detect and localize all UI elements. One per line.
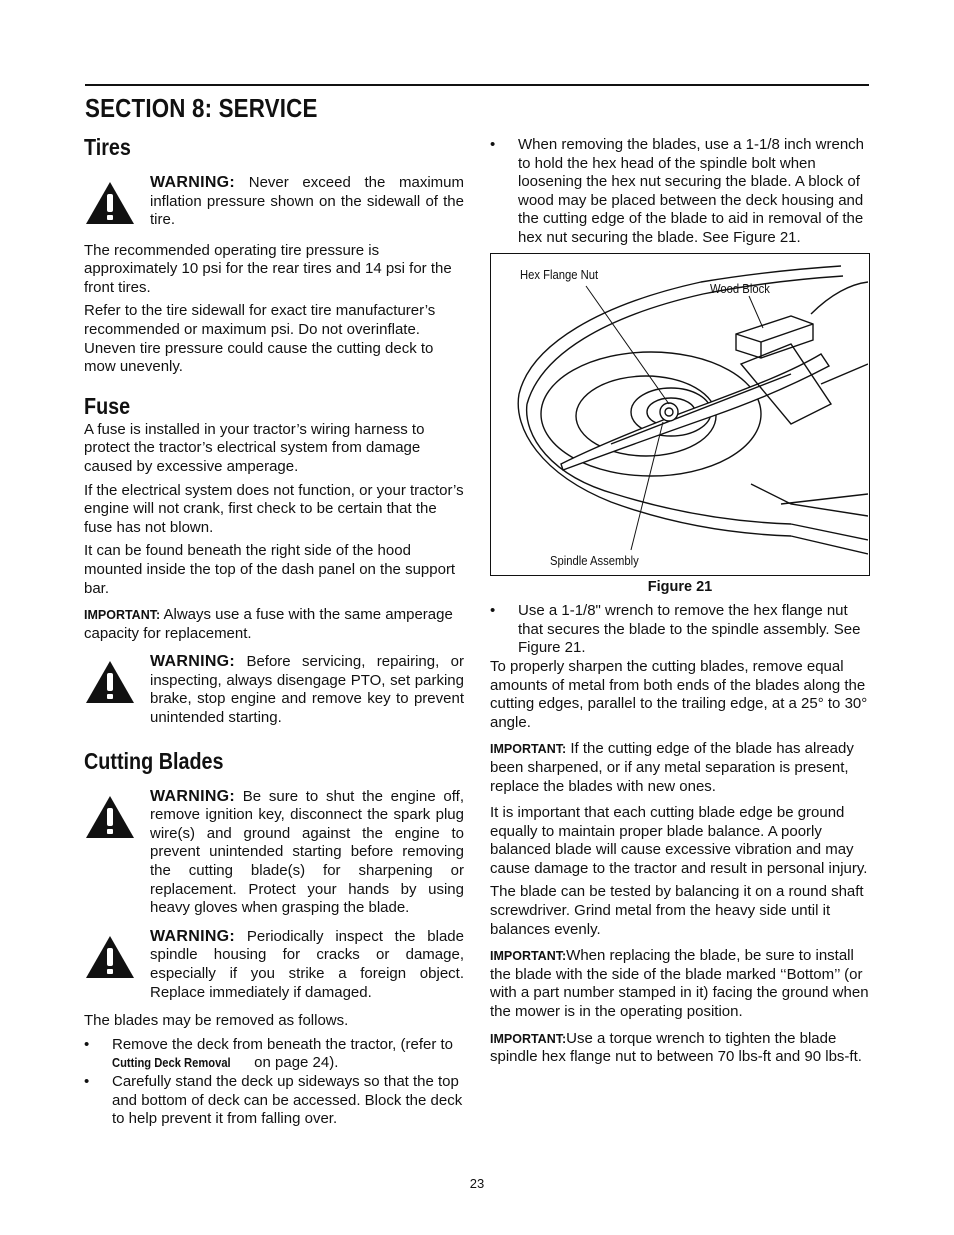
important-label: IMPORTANT: — [490, 1031, 567, 1046]
tires-paragraph-2: Refer to the tire sidewall for exact tire manufacturer’s recommended or maximum psi. Do not overinflate. Uneven tire pressure could cause the cutting deck to mow unevenly. — [84, 302, 436, 376]
list-item: • Remove the deck from beneath the tractor, (refer to Cutting Deck Removal on page 24). — [84, 1035, 454, 1072]
label-hex-flange-nut: Hex Flange Nut — [520, 267, 599, 282]
tires-warning — [84, 174, 464, 232]
cross-reference: Cutting Deck Removal — [112, 1055, 231, 1071]
bullet-glyph: • — [84, 1072, 90, 1090]
bullet-glyph: • — [490, 602, 496, 620]
figure-21 — [490, 253, 870, 576]
figure-caption: Figure 21 — [647, 578, 713, 595]
tires-heading: Tires — [84, 134, 131, 160]
blades-warning-2-text: WARNING: Periodically inspect the blade spindle housing for cracks or damage, especially if you strike a foreign object. Replace immediately if damaged. — [150, 927, 464, 1001]
bullet-glyph: • — [490, 136, 496, 153]
right-column — [490, 136, 870, 1067]
important-1: IMPORTANT: If the cutting edge of the blade has already been sharpened, or if any metal separation is present, replace the blades with new ones. — [490, 740, 854, 795]
fuse-paragraph-1: A fuse is installed in your tractor’s wiring harness to protect the tractor’s electrical system from damage caused by excessive amperage. — [84, 420, 425, 475]
balance-paragraph: It is important that each cutting blade edge be ground equally to maintain proper blade balance. A poorly balanced blade will cause excessive vibration and may cause damage to the tractor and result in personal injury. — [490, 804, 868, 877]
list-item: • When removing the blades, use a 1-1/8 inch wrench to hold the hex head of the spindle bolt when loosening the hex nut securing the blade. A block of wood may be placed between the deck housing and the cutting edge of the blade to aid in removal of the hex nut securing the blade. See Figure 21. — [490, 136, 865, 246]
warning-label: WARNING: — [150, 787, 236, 805]
important-3: IMPORTANT:Use a torque wrench to tighten the blade spindle hex flange nut to between 70 lbs-ft and 90 lbs-ft. — [490, 1029, 862, 1066]
header-rule — [85, 84, 869, 86]
fuse-warning-text: WARNING: Before servicing, repairing, or inspecting, always disengage PTO, set parking brake, stop engine and remove key to prevent unintended starting. — [150, 653, 464, 727]
warning-label: WARNING: — [150, 653, 236, 671]
warning-triangle-icon — [84, 788, 150, 846]
fuse-warning — [84, 653, 464, 727]
list-item: • Carefully stand the deck up sideways so that the top and bottom of deck can be accessed. Block the deck to help prevent it from falling over. — [84, 1072, 463, 1128]
section-title: SECTION 8: SERVICE — [85, 93, 318, 123]
blades-warning-1 — [84, 788, 464, 918]
cutting-blades-heading: Cutting Blades — [84, 747, 224, 774]
important-label: IMPORTANT: — [490, 742, 567, 757]
warning-triangle-icon — [84, 174, 150, 232]
fuse-paragraph-3: It can be found beneath the right side of the hood mounted inside the top of the dash panel on the support bar. — [84, 542, 456, 597]
blades-warning-1-text: WARNING: Be sure to shut the engine off, remove ignition key, disconnect the spark plug wire(s) and ground against the engine to prevent unintended starting before removing the cutting blade(s) for sharpening or replacement. Protect your hands by using heavy gloves when grasping the blade. — [150, 787, 464, 917]
tires-paragraph-1: The recommended operating tire pressure is approximately 10 psi for the rear tires and 14 psi for the front tires. — [84, 241, 452, 296]
warning-triangle-icon — [84, 928, 150, 986]
important-label: IMPORTANT: — [84, 608, 161, 623]
test-paragraph: The blade can be tested by balancing it on a round shaft screwdriver. Grind metal from the heavy side until it balances evenly. — [490, 883, 864, 938]
blades-warning-2 — [84, 928, 464, 1002]
sharpen-paragraph: To properly sharpen the cutting blades, remove equal amounts of metal from both ends of the blades along the cutting edges, parallel to the trailing edge, at a 25° to 30° angle. — [490, 657, 868, 731]
fuse-important: IMPORTANT: Always use a fuse with the same amperage capacity for replacement. — [84, 606, 453, 642]
tires-warning-text: WARNING: Never exceed the maximum inflation pressure shown on the sidewall of the tire. — [150, 174, 464, 229]
fuse-paragraph-2: If the electrical system does not function, or your tractor’s engine will not crank, first check to be certain that the fuse has not blown. — [84, 481, 464, 536]
list-item: • Use a 1-1/8" wrench to remove the hex flange nut that secures the blade to the spindle assembly. See Figure 21. — [490, 602, 861, 657]
fuse-heading: Fuse — [84, 392, 131, 419]
deck-illustration — [491, 254, 868, 574]
warning-triangle-icon — [84, 653, 150, 711]
page-number: 23 — [469, 1176, 485, 1191]
important-label: IMPORTANT: — [490, 949, 567, 964]
label-spindle-assembly: Spindle Assembly — [550, 553, 639, 568]
warning-label: WARNING: — [150, 174, 236, 191]
bullet-glyph: • — [84, 1035, 90, 1053]
blades-intro: The blades may be removed as follows. — [84, 1012, 349, 1030]
left-column — [84, 132, 464, 1129]
label-wood-block: Wood Block — [710, 281, 770, 296]
important-2: IMPORTANT:When replacing the blade, be sure to install the blade with the side of the blade marked ‘‘Bottom’’ (or with a part number stamped in it) facing the ground when the mower is in the operating position. — [490, 947, 869, 1021]
warning-label: WARNING: — [150, 927, 236, 945]
